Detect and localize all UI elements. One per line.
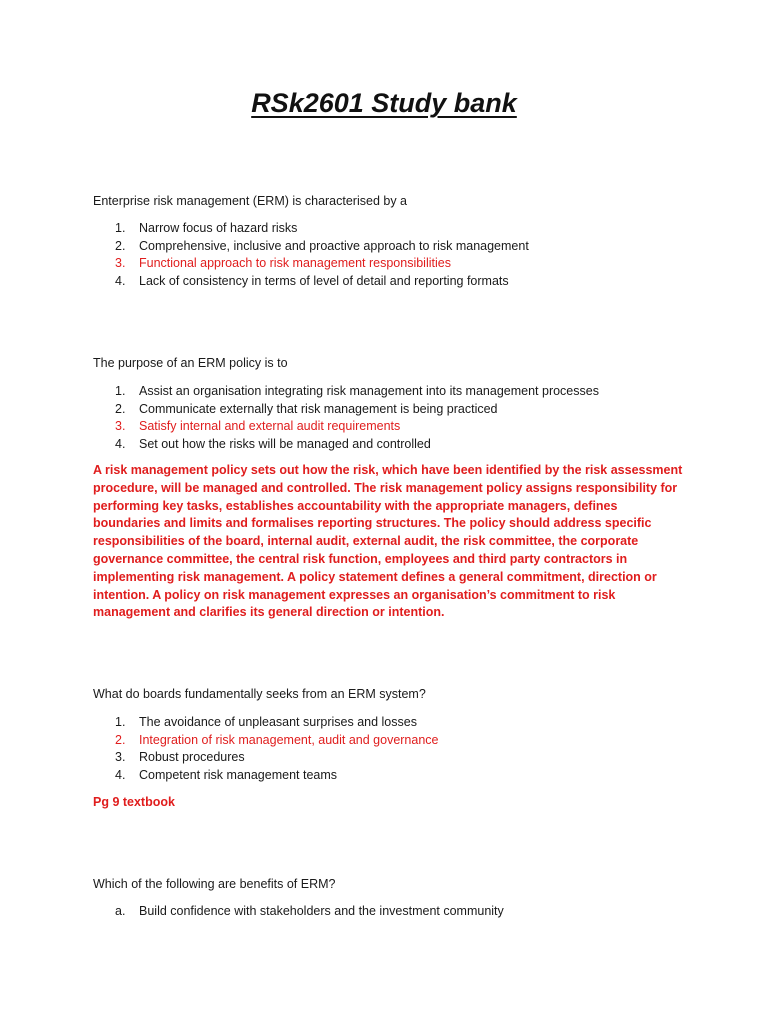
question-1-options (115, 220, 529, 290)
question-4: Which of the following are benefits of ERM? (93, 877, 336, 891)
page-title: RSk2601 Study bank (251, 88, 517, 118)
option: 1. Narrow focus of hazard risks (115, 221, 298, 235)
answer-option: 3. Satisfy internal and external audit requirements (115, 419, 401, 434)
option: a. Build confidence with stakeholders and the investment community (115, 904, 504, 918)
answer-option: 2. Integration of risk management, audit and governance (115, 732, 439, 747)
option: 4. Competent risk management teams (115, 767, 338, 782)
option: 3. Robust procedures (115, 750, 245, 765)
question-2-options (115, 383, 599, 453)
question-1: Enterprise risk management (ERM) is characterised by a (93, 194, 408, 208)
option: 4. Lack of consistency in terms of level of detail and reporting formats (115, 273, 509, 288)
answer-option: 3. Functional approach to risk management responsibilities (115, 256, 451, 271)
textbook-reference: Pg 9 textbook (93, 795, 175, 809)
option: 1. The avoidance of unpleasant surprises and losses (115, 715, 417, 729)
option: 4. Set out how the risks will be managed and controlled (115, 436, 431, 451)
question-3-options (115, 714, 439, 784)
question-2: The purpose of an ERM policy is to (93, 356, 288, 370)
option: 2. Communicate externally that risk management is being practiced (115, 401, 498, 416)
explanation-paragraph: A risk management policy sets out how the risk, which have been identified by the risk assessment procedure, will be managed and controlled. The risk management policy assigns responsibility for performing key tasks, establishes accountability with the appropriate managers, defines boundaries and limits and formalises reporting structures. The policy should address specific responsibilities of the board, internal audit, external audit, the risk committee, the corporate governance committee, the central risk function, employees and third party contractors in implementing risk management. A policy statement defines a general commitment, direction or intention. A policy on risk management expresses an organisation’s commitment to risk management and clarifies its general direction or intention. (93, 463, 683, 620)
option: 2. Comprehensive, inclusive and proactive approach to risk management (115, 238, 529, 253)
question-4-options (115, 903, 504, 921)
option: 1. Assist an organisation integrating risk management into its management processes (115, 384, 599, 398)
question-3: What do boards fundamentally seeks from an ERM system? (93, 687, 426, 701)
